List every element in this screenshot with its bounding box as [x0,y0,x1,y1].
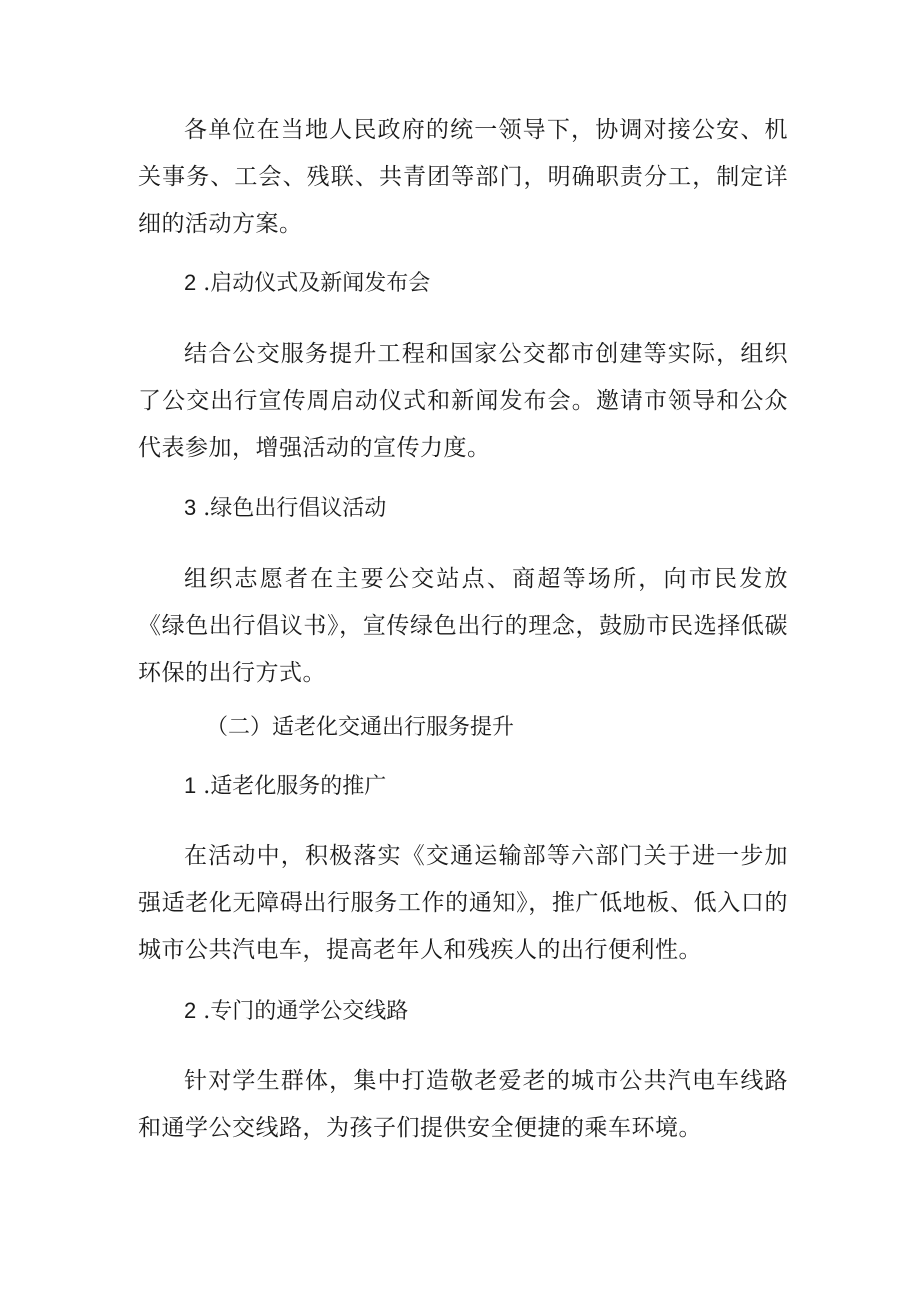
heading-text: .专门的通学公交线路 [196,999,409,1024]
heading-number: 1 [184,773,197,798]
heading-green-travel [184,493,386,524]
heading-text: .适老化服务的推广 [196,774,387,799]
heading-number: 2 [184,270,197,295]
heading-text: .启动仪式及新闻发布会 [196,271,431,296]
heading-elderly-promotion [184,771,386,802]
heading-launch-ceremony [184,268,430,299]
paragraph-elderly-promotion: 在活动中，积极落实《交通运输部等六部门关于进一步加强适老化无障碍出行服务工作的通知》，推广低地板、低入口的城市公共汽电车，提高老年人和残疾人的出行便利性。 [138,843,788,963]
section-heading-elderly-service: （二）适老化交通出行服务提升 [206,715,515,740]
paragraph-coordination: 各单位在当地人民政府的统一领导下，协调对接公安、机关事务、工会、残联、共青团等部门，明确职责分工，制定详细的活动方案。 [138,117,788,237]
paragraph-green-travel: 组织志愿者在主要公交站点、商超等场所，向市民发放《绿色出行倡议书》，宣传绿色出行的理念，鼓励市民选择低碳环保的出行方式。 [138,566,788,686]
heading-text: .绿色出行倡议活动 [196,496,387,521]
paragraph-school-bus: 针对学生群体，集中打造敬老爱老的城市公共汽电车线路和通学公交线路，为孩子们提供安全便捷的乘车环境。 [138,1068,788,1141]
heading-number: 3 [184,495,197,520]
paragraph-launch-ceremony: 结合公交服务提升工程和国家公交都市创建等实际，组织了公交出行宣传周启动仪式和新闻发布会。邀请市领导和公众代表参加，增强活动的宣传力度。 [138,341,788,461]
heading-number: 2 [184,998,197,1023]
heading-school-bus [184,996,408,1027]
